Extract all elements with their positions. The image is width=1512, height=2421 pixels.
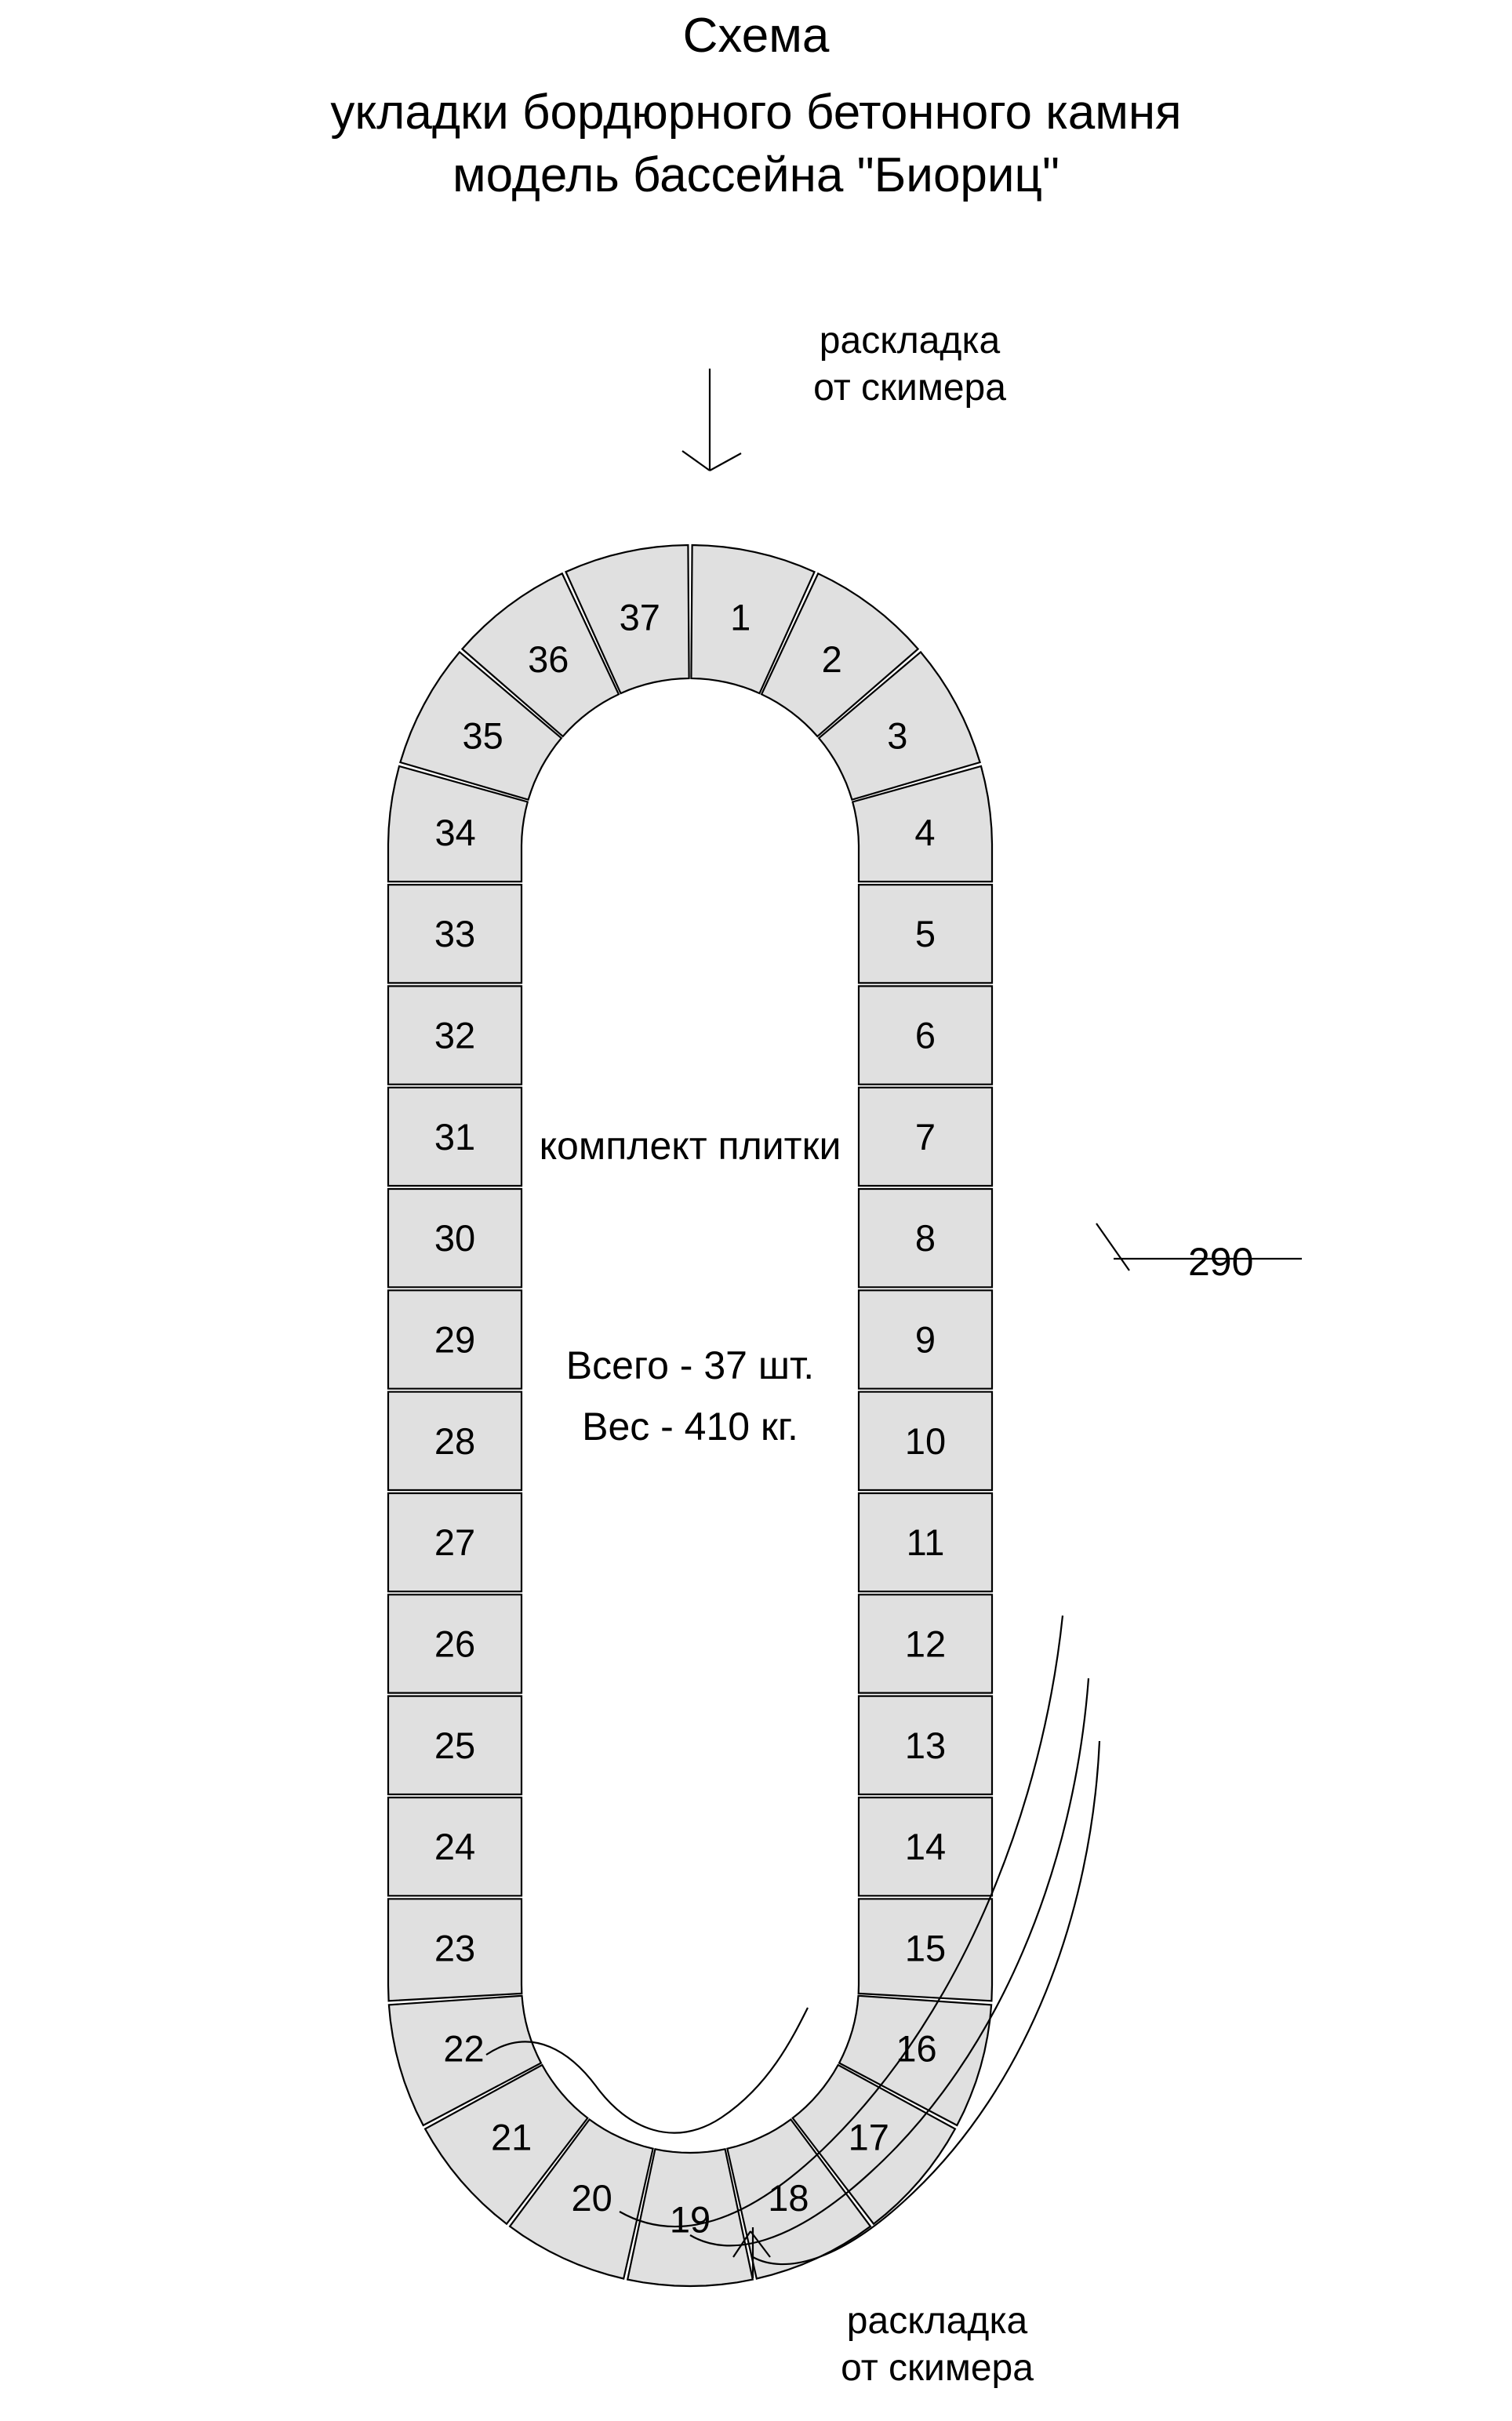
stone-number: 34	[434, 811, 476, 853]
total-count-label: Всего - 37 шт.	[565, 1343, 815, 1387]
stone-number: 27	[434, 1521, 476, 1564]
stone-number: 6	[914, 1014, 936, 1056]
title-line-2: укладки бордюрного бетонного камня	[330, 85, 1182, 140]
stone-number: 18	[768, 2177, 809, 2219]
stones-layer	[388, 545, 992, 2286]
stone-number: 36	[528, 638, 569, 681]
stone-number: 1	[730, 596, 751, 638]
total-weight-label: Вес - 410 кг.	[582, 1405, 798, 1449]
stone-number: 3	[887, 714, 908, 757]
top-note-line-2: от скимера	[813, 367, 1006, 409]
stone-number: 33	[434, 913, 476, 955]
dimension-label: 290	[1188, 1240, 1254, 1284]
stone-number: 12	[904, 1623, 947, 1665]
stone-number: 35	[462, 714, 503, 757]
stone-number: 15	[904, 1927, 947, 1969]
set-label: комплект плитки	[539, 1124, 841, 1168]
stone-number: 19	[669, 2198, 711, 2241]
stone-number: 28	[434, 1420, 476, 1462]
stone-number: 2	[821, 638, 842, 681]
stone-number: 5	[914, 913, 936, 955]
stone-number: 8	[914, 1217, 936, 1260]
stone-number: 30	[434, 1217, 476, 1260]
bottom-note-line-1: раскладка	[846, 2300, 1028, 2342]
stone-number: 20	[571, 2177, 612, 2219]
bottom-note-line-2: от скимера	[841, 2347, 1034, 2389]
stone-number: 9	[914, 1318, 936, 1361]
stone-number: 31	[434, 1115, 476, 1158]
stone-number: 13	[904, 1724, 947, 1766]
stone-number: 7	[914, 1115, 936, 1158]
stone-number: 17	[848, 2116, 889, 2158]
stone-number: 4	[914, 811, 936, 853]
stone-number: 29	[434, 1318, 476, 1361]
stone-number: 21	[491, 2116, 532, 2158]
stone-number: 22	[443, 2027, 485, 2070]
stone-number: 37	[619, 596, 660, 638]
stone-number: 11	[906, 1521, 945, 1564]
stone-number: 26	[434, 1623, 476, 1665]
title-line-1: Схема	[682, 9, 830, 63]
top-note-line-1: раскладка	[819, 320, 1001, 362]
stone-number: 23	[434, 1927, 476, 1969]
stone-number: 10	[904, 1420, 947, 1462]
title-line-3: модель бассейна "Биориц"	[452, 148, 1060, 202]
stone-number: 32	[434, 1014, 476, 1056]
stone-number: 16	[896, 2027, 937, 2070]
stone-number: 25	[434, 1724, 476, 1766]
stone-number: 14	[904, 1826, 947, 1868]
stone-number: 24	[434, 1826, 476, 1868]
